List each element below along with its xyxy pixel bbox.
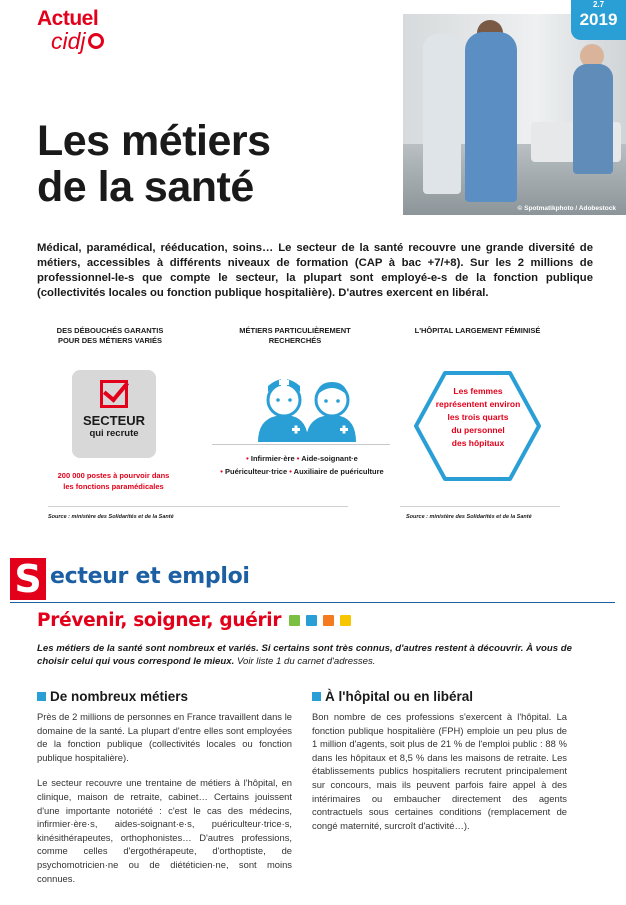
source-note-2: Source : ministère des Solidarités et de la Santé [406, 514, 532, 520]
column-heading-right: À l'hôpital ou en libéral [312, 689, 473, 704]
logo-cidj-text [51, 30, 104, 52]
postes-caption: 200 000 postes à pourvoir dans les fonctions paramédicales [57, 471, 170, 491]
right-paragraph-1: Bon nombre de ces professions s'exercent à l'hôpital. La fonction publique hospitalière (FPH) emploie un peu plus de 1 million d'agents, soit plus de 21 % de l'emploi public : 88 % dans les hôpitaux et 8,5 % dans les maisons de retraite. Les établissements publics hospitaliers recrutent principalement sur concours, mais ils peuvent parfois faire appel à des intérimaires ou embaucher directement des agents contractuels sous certaines conditions (remplacement de congé maternité, surcroît d'activité…). [312, 711, 567, 831]
title-line-1: Les métiers [37, 117, 271, 165]
section-subtitle [37, 610, 351, 631]
info-heading-hopital: L'HÔPITAL LARGEMENT FÉMINISÉ [414, 326, 541, 335]
subtitle-text: Prévenir, soigner, guérir [37, 610, 282, 631]
lead-reference: Voir liste 1 du carnet d'adresses. [236, 655, 376, 667]
column-heading-left: De nombreux métiers [37, 689, 188, 704]
recrute-label: qui recrute [89, 428, 139, 439]
blue-square-icon [306, 615, 317, 626]
logo-cidj-word: cidj [51, 28, 86, 54]
hospital-photo [403, 14, 626, 215]
source-rule-1 [48, 506, 348, 507]
metiers-recherches-list: • Infirmier·ère • Aide-soignant·e • Puériculteur·trice • Auxiliaire de puériculture [220, 454, 384, 476]
left-paragraph-1: Près de 2 millions de personnes en France travaillent dans le domaine de la santé. La plupart d'entre elles sont employées de la fonction publique (collectivités locales ou fonction publique hospitalière). [37, 711, 292, 763]
secteur-label: SECTEUR [82, 413, 146, 428]
section-title: ecteur et emploi [50, 564, 250, 589]
left-paragraph-2: Le secteur recouvre une trentaine de métiers à l'hôpital, en clinique, maison de retraite, cabinet… Certains jouissent d'une importante notoriété : c'est le cas des médecins, infirmier·ère·s, aides-soignant·e·s, puériculteur·trice·s, kinésithérapeutes, orthophonistes… D'autres professions, comme celles d'ergothérapeute, d'orthoptiste, de psychomotricien·ne ou de diététicien·ne, sont moins connues. [37, 777, 292, 884]
metiers-divider [212, 444, 390, 445]
section-rule [10, 602, 615, 603]
logo-target-icon [88, 33, 104, 49]
nurses-icon [248, 372, 358, 442]
blue-bullet-icon [37, 692, 46, 701]
badge-year: 2019 [579, 10, 618, 29]
title-line-2: de la santé [37, 163, 254, 211]
left-column [37, 710, 292, 897]
info-heading-debouches: DES DÉBOUCHÉS GARANTIS POUR DES MÉTIERS VARIÉS [56, 326, 164, 345]
lead-bold: Les métiers de la santé sont nombreux et variés. Si certains sont très connus, d'autres restent à découvrir. À vous de choisir celui qui vous correspond le mieux. [37, 643, 572, 667]
cidj-logo [37, 8, 104, 52]
badge-number: 2.7 [592, 0, 605, 9]
source-note-1: Source : ministère des Solidarités et de la Santé [48, 514, 174, 520]
orange-square-icon [323, 615, 334, 626]
hexagon-text: Les femmes représentent environ les trois quarts du personnel des hôpitaux [435, 386, 521, 448]
color-squares [289, 615, 351, 626]
green-square-icon [289, 615, 300, 626]
section-initial: S [10, 558, 46, 600]
blue-bullet-icon [312, 692, 321, 701]
intro-paragraph: Médical, paramédical, rééducation, soins… Le secteur de la santé recouvre une grande diversité de métiers, accessibles à différents niveaux de formation (CAP à bac +7/+8). Sur les 2 millions de professionnel-le-s que compte le secteur, la plupart sont employé-e-s de la fonction publique (collectivités locales ou fonction publique hospitalière). D'autres exercent en libéral. [37, 242, 593, 299]
year-badge [571, 0, 626, 40]
photo-credit: © Spotmatikphoto / Adobestock [517, 205, 616, 212]
right-column [312, 710, 567, 844]
yellow-square-icon [340, 615, 351, 626]
logo-actuel-text: Actuel [37, 7, 99, 30]
secteur-recrute-card [72, 370, 156, 458]
lead-paragraph [37, 643, 599, 668]
page-title [37, 118, 271, 210]
info-heading-metiers: MÉTIERS PARTICULIÈREMENT RECHERCHÉS [239, 326, 351, 345]
checkbox-icon [100, 380, 128, 408]
source-rule-2 [400, 506, 560, 507]
